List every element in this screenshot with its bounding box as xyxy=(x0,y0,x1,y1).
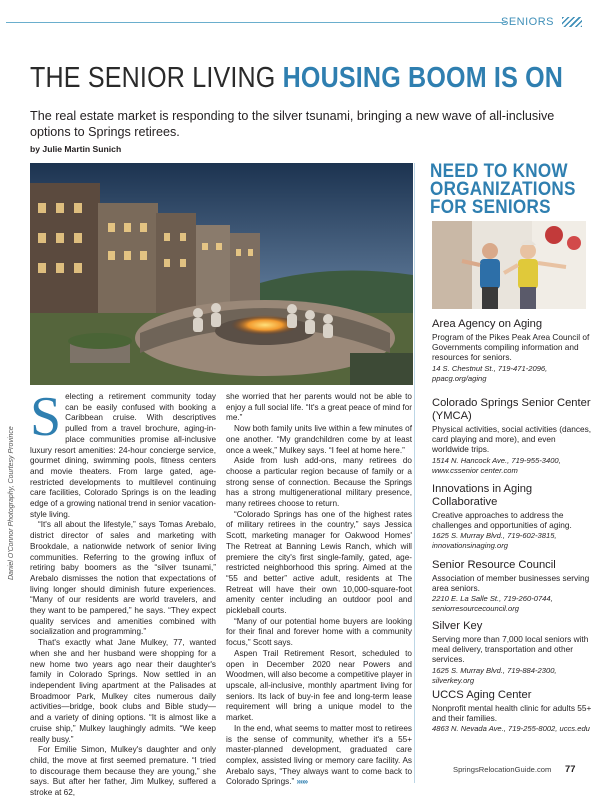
org-innovations-in-aging xyxy=(432,483,592,551)
org-description: Physical activities, social activities (dances, card playing and more), and even worldwide trips. xyxy=(432,424,592,455)
org-name: UCCS Aging Center xyxy=(432,689,532,701)
org-address: 1625 S. Murray Blvd., 719-884-2300, silverkey.org xyxy=(432,665,557,685)
sidebar-title-line: ORGANIZATIONS xyxy=(430,179,576,200)
hatch-mark-icon xyxy=(562,17,582,27)
article-paragraph: Aspen Trail Retirement Resort, scheduled to open in December 2020 near Powers and Woodmen, will also become a competitive player in upscale, all-inclusive, monthly apartment living for seniors. Its lack of buy-in fee and long-term lease requirement will bring a unique model to the market. xyxy=(226,648,412,723)
main-photo xyxy=(30,163,413,385)
org-colorado-springs-senior-center xyxy=(432,397,592,476)
org-name: Senior Resource Council xyxy=(432,559,556,571)
org-silver-key xyxy=(432,620,592,686)
org-description: Creative approaches to address the challenges and opportunities of aging. xyxy=(432,510,572,531)
section-rule xyxy=(6,22,506,23)
sidebar-photo xyxy=(432,221,586,309)
org-address: 1625 S. Murray Blvd., 719-602-3815, innovationsinaging.org xyxy=(432,531,557,551)
org-description: Nonprofit mental health clinic for adults 55+ and their families. xyxy=(432,703,592,724)
org-name: Innovations in Aging Collaborative xyxy=(432,483,533,508)
org-address: 2210 E. La Salle St., 719-260-0744, seniorresourcecouncil.org xyxy=(432,594,553,614)
sidebar-title xyxy=(430,161,576,218)
dropcap: S xyxy=(30,386,62,448)
org-senior-resource-council xyxy=(432,559,592,614)
article-paragraph xyxy=(30,386,216,520)
headline-bold: HOUSING BOOM IS ON xyxy=(282,62,564,94)
org-area-agency-on-aging xyxy=(432,318,592,384)
org-address: 4863 N. Nevada Ave., 719-255-8002, uccs.edu xyxy=(432,724,590,734)
org-uccs-aging-center xyxy=(432,689,592,734)
article-column-left xyxy=(30,386,216,799)
exercise-class-photo xyxy=(432,221,586,309)
photo-credit: Daniel O'Connor Photography, Courtesy Province xyxy=(8,426,15,580)
continued-mark: »»» xyxy=(296,777,308,787)
article-paragraph: For Emilie Simon, Mulkey's daughter and only child, the move at first seemed premature. “I tried to discourage them because they are young,” she says. But after her father, Jim Mulkey, suffered a stroke at 62, xyxy=(30,745,216,798)
sidebar-rule xyxy=(414,163,415,783)
deck: The real estate market is responding to the silver tsunami, bringing a new wave of all-inclusive options to Springs retirees. xyxy=(30,109,555,139)
org-name: Area Agency on Aging xyxy=(432,318,543,330)
fire-pit-photo xyxy=(30,163,413,385)
org-description: Serving more than 7,000 local seniors with meal delivery, transportation and other services. xyxy=(432,634,589,665)
section-tag xyxy=(501,14,582,30)
org-address: 14 S. Chestnut St., 719-471-2096, ppacg.org/aging xyxy=(432,363,548,383)
org-description: Association of member businesses serving area seniors. xyxy=(432,573,590,594)
page-number: 77 xyxy=(565,763,576,774)
article-column-middle xyxy=(226,392,412,788)
org-name: Silver Key xyxy=(432,620,483,632)
article-paragraph: That's exactly what Jane Mulkey, 77, wanted when she and her husband were shopping for a new home two years ago near their daughter's family in Colorado Springs. Now settled in an independent living apartment at the Palisades at Broadmoor Park, Mulkey cites numerous daily activities—bridge, book clubs and Bible study—and a variety of dining options. “It is almost like a cruise ship,” Mulkey laughingly admits. “We keep really busy.” xyxy=(30,638,216,744)
org-description: Program of the Pikes Peak Area Council of Governments compiling information and resources for seniors. xyxy=(432,332,590,363)
article-paragraph: “Many of our potential home buyers are looking for their final and forever home with a community focus,” Scott says. xyxy=(226,616,412,648)
article-paragraph: “It's all about the lifestyle,” says Tomas Arebalo, district director of sales and marketing with Brookdale, a nationwide network of senior living communities. Referring to the growing influx of retiring baby boomers as the “silver tsunami,” Arebalo dismisses the notion that expectations of living longer should diminish future experiences. “Many of our residents are world travelers, and they want to be pampered,” he says. “They expect quality services and amenities combined with socialization and programming.” xyxy=(30,520,216,637)
sidebar-title-line: FOR SENIORS xyxy=(430,197,551,218)
article-paragraph xyxy=(226,724,412,788)
article-lead-text: electing a retirement community today can be easily confused with booking a Caribbean cruise. With descriptives pulled from a travel brochure, aging-in-place communities promise all-inclusive luxury resort amenities: 24-hour concierge service, gourmet dining, swimming pools, fitness centers and movie theaters. From large gated, age-restricted developments to multilevel continuing care facilities, Colorado Springs is on the leading edge of a growing national trend in senior vacation-style living. xyxy=(30,392,216,519)
article-paragraph: she worried that her parents would not be able to enjoy a full social life. “It's a great peace of mind for me.” xyxy=(226,392,412,423)
article-paragraph: Aside from lush add-ons, many retirees do choose a particular region because of family or a strong sense of connection. Because the Springs has a strong multigenerational military presence, many retirees choose to return. xyxy=(226,456,412,509)
byline: by Julie Martin Sunich xyxy=(30,144,122,154)
sidebar-title-line: NEED TO KNOW xyxy=(430,161,568,182)
headline-light: THE SENIOR LIVING xyxy=(30,62,283,94)
article-paragraph: “Colorado Springs has one of the highest rates of military retirees in the country,” says Jessica Scott, marketing manager for Oakwood Homes' The Retreat at Banning Lewis Ranch, which will premiere the city's first single-family, gated, age-restricted neighborhood this spring. Aimed at the “55 and better” active adult, residents at The Retreat will have their own 10,000-square-foot amenity center including an outdoor pool and pickleball courts. xyxy=(226,509,412,616)
org-address: 1514 N. Hancock Ave., 719-955-3400, www.cssenior center.com xyxy=(432,455,561,475)
headline xyxy=(30,62,564,95)
org-name: Colorado Springs Senior Center (YMCA) xyxy=(432,397,591,422)
article-closing-text: In the end, what seems to matter most to retirees is the sense of community, whether it's a 55+ master-planned development, graduated care complex, assisted living or memory care facility. As Arebalo says, “They always want to come back to Colorado Springs.” xyxy=(226,723,412,787)
sidebar xyxy=(424,163,584,217)
article-paragraph: Now both family units live within a few minutes of one another. “My grandchildren come by at least once a week,” Mulkey says. “I feel at home here.” xyxy=(226,424,412,455)
footer-site: SpringsRelocationGuide.com xyxy=(453,765,552,774)
section-label: SENIORS xyxy=(500,16,554,28)
